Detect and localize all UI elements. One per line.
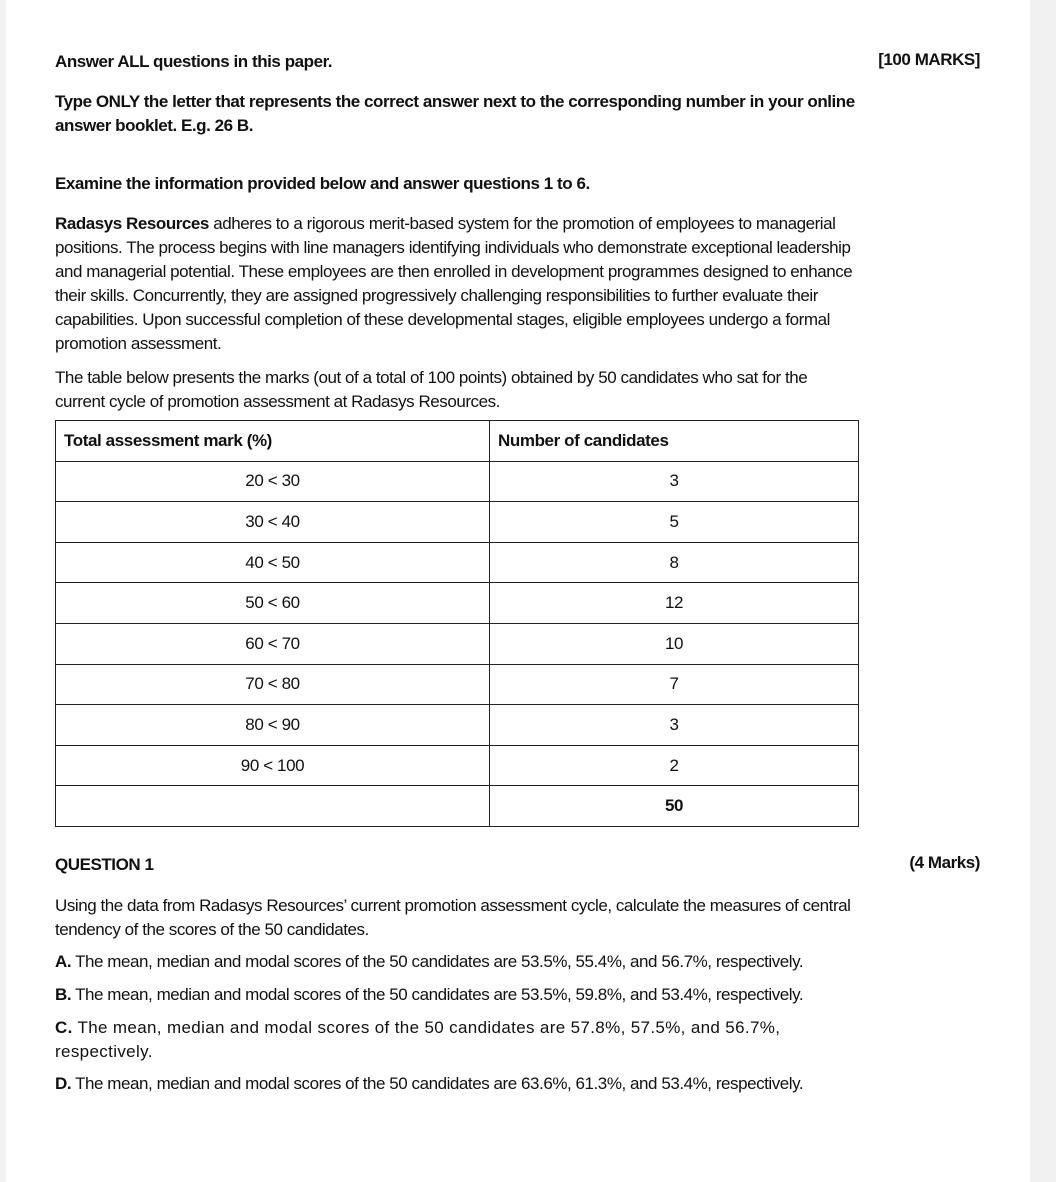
candidate-count: 10 xyxy=(490,623,859,664)
table-row xyxy=(56,664,859,705)
question-stem: Using the data from Radasys Resources’ current promotion assessment cycle, calculate the measures of central tendency of the scores of the 50 candidates. xyxy=(55,896,851,939)
option-text: The mean, median and modal scores of the 50 candidates are 53.5%, 55.4%, and 56.7%, respectively. xyxy=(71,952,804,971)
candidate-count: 12 xyxy=(490,583,859,624)
option-letter: A. xyxy=(55,952,72,971)
scenario-paragraph xyxy=(55,212,861,356)
option-text: The mean, median and modal scores of the 50 candidates are 53.5%, 59.8%, and 53.4%, respectively. xyxy=(71,985,804,1004)
header-count: Number of candidates xyxy=(490,421,859,462)
table-row xyxy=(56,623,859,664)
mark-range: 70 < 80 xyxy=(56,664,490,705)
table-row xyxy=(56,461,859,502)
candidate-count: 5 xyxy=(490,502,859,543)
examine-instruction: Examine the information provided below and answer questions 1 to 6. xyxy=(55,174,590,193)
mark-range: 60 < 70 xyxy=(56,623,490,664)
table-header-row xyxy=(56,421,859,462)
mark-range: 90 < 100 xyxy=(56,745,490,786)
document-page xyxy=(6,0,1030,1182)
option-letter: D. xyxy=(55,1074,72,1093)
option-letter: C. xyxy=(55,1018,73,1037)
total-count: 50 xyxy=(490,786,859,827)
option-letter: B. xyxy=(55,985,72,1004)
answer-option[interactable] xyxy=(55,950,861,974)
mark-range: 50 < 60 xyxy=(56,583,490,624)
table-row xyxy=(56,542,859,583)
instruction: Answer ALL questions in this paper. xyxy=(55,52,333,71)
mark-range: 40 < 50 xyxy=(56,542,490,583)
table-total-row xyxy=(56,786,859,827)
answer-option[interactable] xyxy=(55,1016,861,1064)
table-row xyxy=(56,705,859,746)
answer-instruction: Type ONLY the letter that represents the correct answer next to the corresponding number in your online answer booklet. E.g. 26 B. xyxy=(55,92,855,135)
question-marks: (4 Marks) xyxy=(909,853,980,872)
candidate-count: 2 xyxy=(490,745,859,786)
marks-table xyxy=(55,420,859,827)
table-row xyxy=(56,502,859,543)
option-text: The mean, median and modal scores of the 50 candidates are 57.8%, 57.5%, and 56.7%, respectively. xyxy=(55,1018,781,1061)
scenario-text: adheres to a rigorous merit-based system for the promotion of employees to managerial positions. The process begins with line managers identifying individuals who demonstrate exceptional leadership and managerial potential. These employees are then enrolled in development programmes designed to enhance their skills. Concurrently, they are assigned progressively challenging responsibilities to further evaluate their capabilities. Upon successful completion of these developmental stages, eligible employees undergo a formal promotion assessment. xyxy=(55,214,853,353)
header-mark: Total assessment mark (%) xyxy=(56,421,490,462)
answer-option[interactable] xyxy=(55,1072,861,1096)
table-intro: The table below presents the marks (out of a total of 100 points) obtained by 50 candidates who sat for the current cycle of promotion assessment at Radasys Resources. xyxy=(55,368,808,411)
question-title: QUESTION 1 xyxy=(55,855,154,874)
table-row xyxy=(56,583,859,624)
mark-range: 30 < 40 xyxy=(56,502,490,543)
answer-option[interactable] xyxy=(55,983,861,1007)
candidate-count: 3 xyxy=(490,705,859,746)
mark-range: 80 < 90 xyxy=(56,705,490,746)
table-row xyxy=(56,745,859,786)
total-marks: [100 MARKS] xyxy=(878,50,980,69)
option-text: The mean, median and modal scores of the 50 candidates are 63.6%, 61.3%, and 53.4%, respectively. xyxy=(71,1074,804,1093)
candidate-count: 8 xyxy=(490,542,859,583)
candidate-count: 3 xyxy=(490,461,859,502)
candidate-count: 7 xyxy=(490,664,859,705)
mark-range: 20 < 30 xyxy=(56,461,490,502)
company-name: Radasys Resources xyxy=(55,214,209,233)
